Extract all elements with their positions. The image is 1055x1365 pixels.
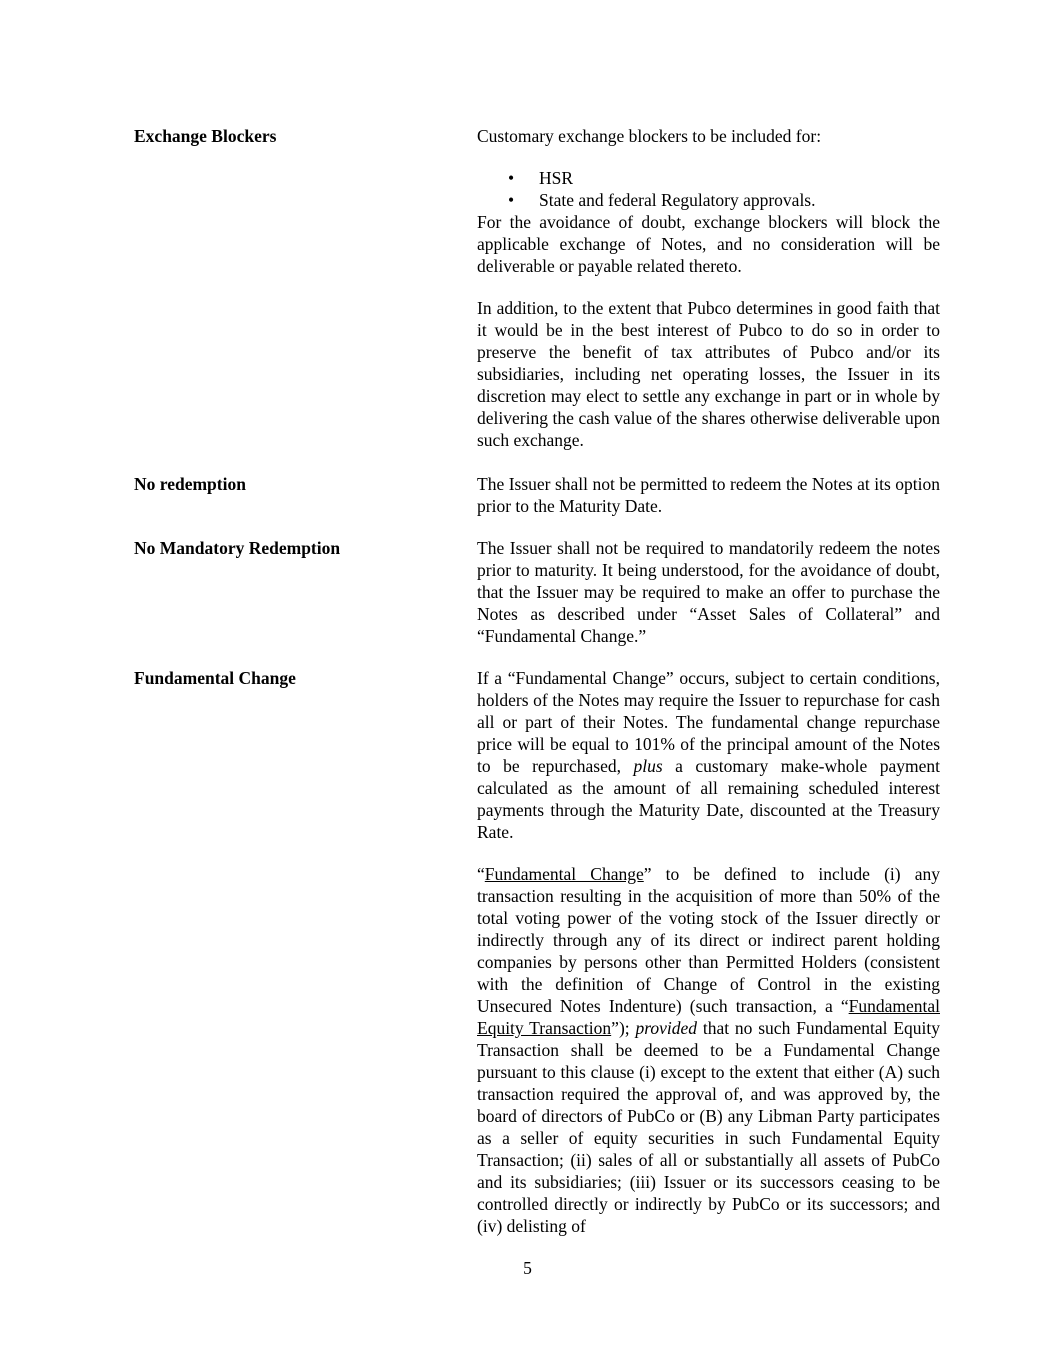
exchange-blockers-body [477, 125, 940, 451]
term-no-redemption: No redemption [134, 474, 246, 494]
list-item [477, 189, 940, 211]
fundamental-change-p1-text-b: a customary make-whole payment calculated as the amount of all remaining scheduled interest payments through the Maturity Date, discounted at the Treasury Rate. [477, 756, 941, 842]
exchange-blockers-intro: Customary exchange blockers to be included for: [477, 126, 822, 146]
fundamental-change-paragraph-2 [477, 863, 940, 1237]
list-item [477, 167, 940, 189]
exchange-blockers-paragraph-1: For the avoidance of doubt, exchange blockers will block the applicable exchange of Notes, and no consideration will be deliverable or payable related thereto. [477, 212, 940, 276]
defined-term-fundamental-equity-transaction: Fundamental Equity Transaction [477, 996, 940, 1038]
fundamental-change-paragraph-1 [477, 667, 940, 843]
term-exchange-blockers: Exchange Blockers [134, 126, 277, 146]
no-mandatory-redemption-paragraph: The Issuer shall not be required to mandatorily redeem the notes prior to maturity. It being understood, for the avoidance of doubt, that the Issuer may be required to make an offer to purchase the Notes as described under “Asset Sales of Collateral” and “Fundamental Change.” [477, 538, 940, 646]
exchange-blockers-paragraph-2: In addition, to the extent that Pubco determines in good faith that it would be in the best interest of Pubco to do so in order to preserve the benefit of tax attributes of Pubco and/or its subsidiaries, including net operating losses, the Issuer in its discretion may elect to settle any exchange in part or in whole by delivering the cash value of the shares otherwise deliverable upon such exchange. [477, 298, 940, 450]
bullet-icon: • [508, 168, 515, 188]
fundamental-change-p2-text-b: ”); [611, 1018, 630, 1038]
fundamental-change-p2-text-c: that no such Fundamental Equity Transaction shall be deemed to be a Fundamental Change pursuant to this clause (i) except to the extent that either (A) such transaction required the approval of, and was approved by, the board of directors of PubCo or (B) any Libman Party participates as a seller of equity securities in such Fundamental Equity Transaction; (ii) sales of all or substantially all assets of PubCo and its subsidiaries; (iii) Issuer or its successors ceasing to be controlled directly or indirectly by PubCo or its successors; and (iv) delisting of [477, 1018, 941, 1236]
fundamental-change-body [477, 667, 940, 1237]
list-item-text: HSR [539, 168, 574, 188]
provided-italic: provided [635, 1018, 698, 1038]
list-item-text: State and federal Regulatory approvals. [539, 190, 816, 210]
page-number: 5 [523, 1258, 532, 1278]
defined-term-fundamental-change: Fundamental Change [484, 864, 644, 884]
bullet-icon: • [508, 190, 515, 210]
no-redemption-paragraph: The Issuer shall not be permitted to redeem the Notes at its option prior to the Maturity Date. [477, 474, 940, 516]
plus-italic: plus [633, 756, 663, 776]
fundamental-change-p2-text-a: ” to be defined to include (i) any transaction resulting in the acquisition of more than 50% of the total voting power of the voting stock of the Issuer directly or indirectly through any of its direct or indirect parent holding companies by persons other than Permitted Holders (consistent with the definition of Change of Control in the existing Unsecured Notes Indenture) (such transaction, a “ [477, 864, 940, 1016]
open-quote: “ [477, 864, 485, 884]
term-no-mandatory-redemption: No Mandatory Redemption [134, 538, 341, 558]
fundamental-change-p1-text-a: If a “Fundamental Change” occurs, subject to certain conditions, holders of the Notes may require the Issuer to repurchase for cash all or part of their Notes. The fundamental change repurchase price will be equal to 101% of the principal amount of the Notes to be repurchased, [477, 668, 940, 776]
term-fundamental-change: Fundamental Change [134, 668, 296, 688]
exchange-blockers-list [477, 167, 940, 211]
no-mandatory-redemption-body [477, 537, 940, 647]
no-redemption-body [477, 473, 940, 517]
